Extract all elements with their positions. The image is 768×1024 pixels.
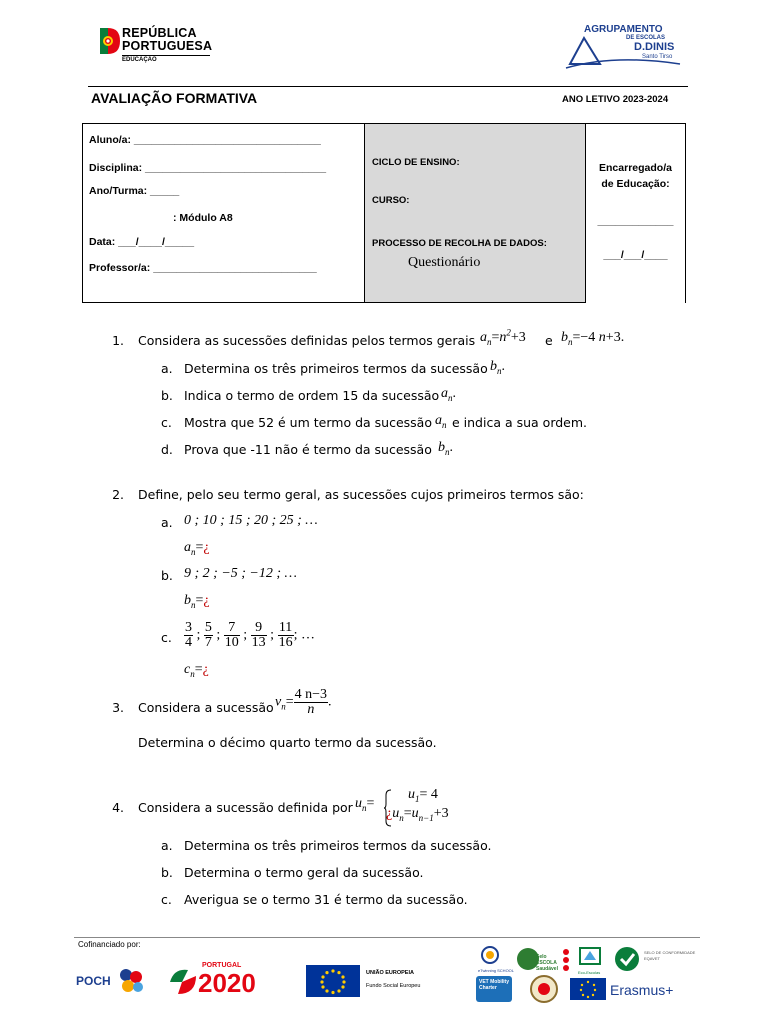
q4-line2: ¿$u_n=u_{n-1}+3$	[386, 806, 449, 823]
republica-subtitle: EDUCAÇÃO	[122, 57, 157, 63]
eqavet-logo: SELO DE CONFORMIDADE EQAVET	[614, 946, 704, 974]
q2-text: Define, pelo seu termo geral, as sucessões cujos primeiros termos são:	[138, 487, 584, 502]
q3-formula: $v_n=$ $\frac{4 n-3}{n}$ .	[275, 687, 332, 717]
q2b-answer: $b_n=¿$	[184, 593, 210, 610]
footer-rule	[74, 937, 700, 938]
q1a-text: Determina os três primeiros termos da sucessão	[184, 361, 488, 376]
agrupamento-name: D.DINIS	[634, 41, 675, 53]
q4b-text: Determina o termo geral da sucessão.	[184, 865, 424, 880]
q2c-fraction: $\frac{7}{10}$	[224, 620, 239, 650]
eu-label: UNIÃO EUROPEIA	[366, 970, 414, 976]
header-rule	[88, 86, 688, 87]
selo-escola-saudavel-logo: Selo ESCOLA Saudável	[516, 946, 572, 972]
q2a-letter: a.	[161, 515, 173, 530]
q1-text: Considera as sucessões definidas pelos termos gerais	[138, 333, 476, 348]
q1b-letter: b.	[161, 388, 173, 403]
q1a-letter: a.	[161, 361, 173, 376]
eco-escolas-logo: Eco-Escolas	[578, 946, 610, 974]
aluno-field[interactable]: Aluno/a: ________________________________	[89, 134, 321, 146]
q1d-text: Prova que -11 não é termo da sucessão	[184, 442, 432, 457]
portugal-2020-logo: PORTUGAL 2020	[168, 962, 286, 998]
school-badge-logo	[522, 974, 566, 1004]
q1b-an: $a_n$.	[441, 386, 456, 403]
q4b-letter: b.	[161, 865, 173, 880]
q2c-fraction: $\frac{9}{13}$	[251, 620, 266, 650]
ciclo-label: CICLO DE ENSINO:	[372, 157, 460, 168]
eu-fund-label: Fundo Social Europeu	[366, 983, 421, 989]
q1a-bn: $b_n$.	[490, 359, 505, 376]
q2a-answer: $a_n=¿$	[184, 540, 210, 557]
q1c-an: $a_n$	[435, 413, 447, 430]
q3-text: Considera a sucessão	[138, 700, 274, 715]
q2a-sequence: 0 ; 10 ; 15 ; 20 ; 25 ; …	[184, 513, 318, 528]
eu-flag-icon	[306, 965, 360, 997]
q1-and: e	[545, 333, 553, 348]
q2b-letter: b.	[161, 568, 173, 583]
curso-label: CURSO:	[372, 195, 410, 206]
q2b-sequence: 9 ; 2 ; −5 ; −12 ; …	[184, 566, 297, 581]
q2c-answer: $c_n=¿$	[184, 662, 209, 679]
agrupamento-title: AGRUPAMENTO	[584, 24, 663, 35]
q1-number: 1.	[112, 333, 124, 348]
q2c-fraction: $\frac{11}{16}$	[278, 620, 293, 650]
q2c-fraction: $\frac{5}{7}$	[204, 620, 212, 650]
q1c-text1: Mostra que 52 é um termo da sucessão	[184, 415, 432, 430]
guardian-box	[585, 123, 686, 303]
processo-label: PROCESSO DE RECOLHA DE DADOS:	[372, 238, 547, 249]
q2c-fraction: $\frac{3}{4}$	[185, 620, 192, 650]
q4c-letter: c.	[161, 892, 172, 907]
q4a-text: Determina os três primeiros termos da sucessão.	[184, 838, 492, 853]
q4c-text: Averigua se o termo 31 é termo da sucessão.	[184, 892, 468, 907]
q1d-letter: d.	[161, 442, 173, 457]
vet-mobility-charter-logo: VET Mobility Charter	[476, 976, 512, 1002]
q3-text2: Determina o décimo quarto termo da sucessão.	[138, 735, 437, 750]
q3-number: 3.	[112, 700, 124, 715]
school-year: ANO LETIVO 2023-2024	[562, 94, 669, 105]
q1-formula-bn: $b_n=-4$ n+3.	[561, 330, 625, 347]
guardian-date-line[interactable]: ___/___/____	[603, 249, 668, 261]
guardian-signature-line[interactable]: _____________	[597, 215, 674, 227]
course-info-box	[365, 123, 585, 303]
republica-divider	[122, 55, 210, 56]
erasmus-label: Erasmus+	[610, 982, 674, 998]
q4-text: Considera a sucessão definida por	[138, 800, 353, 815]
agrupamento-subtitle: DE ESCOLAS	[626, 35, 666, 41]
q2c-letter: c.	[161, 630, 172, 645]
q4a-letter: a.	[161, 838, 173, 853]
ano-turma-field[interactable]: Ano/Turma: _____	[89, 185, 180, 197]
data-field[interactable]: Data: ___/____/_____	[89, 236, 195, 248]
etwinning-logo: eTwinning SCHOOL	[478, 946, 512, 974]
q1c-text2: e indica a sua ordem.	[452, 415, 588, 430]
cofinanciado-label: Cofinanciado por:	[78, 940, 141, 949]
q2-number: 2.	[112, 487, 124, 502]
q1-formula-an: $a_n=n^2+3$	[480, 327, 526, 347]
q1b-text: Indica o termo de ordem 15 da sucessão	[184, 388, 440, 403]
disciplina-field[interactable]: Disciplina: _______________________________	[89, 162, 327, 174]
agrupamento-logo	[564, 24, 682, 72]
erasmus-flag-icon	[570, 978, 606, 1000]
republica-portuguesa-logo	[100, 26, 120, 58]
q1c-letter: c.	[161, 415, 172, 430]
q4-number: 4.	[112, 800, 124, 815]
professor-field[interactable]: Professor/a: ____________________________	[89, 262, 317, 274]
page-title: AVALIAÇÃO FORMATIVA	[91, 90, 258, 106]
q4-un-label: $u_n=$	[355, 796, 375, 813]
q1d-bn: $b_n$.	[438, 440, 453, 457]
q2c-sequence: $\frac{3}{4}$ ; $\frac{5}{7}$ ; $\frac{7}{10}$ ; $\frac{9}{13}$ ; $\frac{11}{16}$ ; …	[185, 620, 315, 650]
encarregado-label: Encarregado/a de Educação:	[599, 162, 672, 190]
republica-title: REPÚBLICA PORTUGUESA	[122, 26, 213, 53]
processo-value: Questionário	[408, 255, 481, 270]
poch-logo: POCH	[76, 966, 148, 996]
q4-line1: $u_1= 4$	[408, 787, 438, 804]
modulo-label: : Módulo A8	[173, 212, 233, 224]
agrupamento-place: Santo Tirso	[642, 54, 673, 60]
